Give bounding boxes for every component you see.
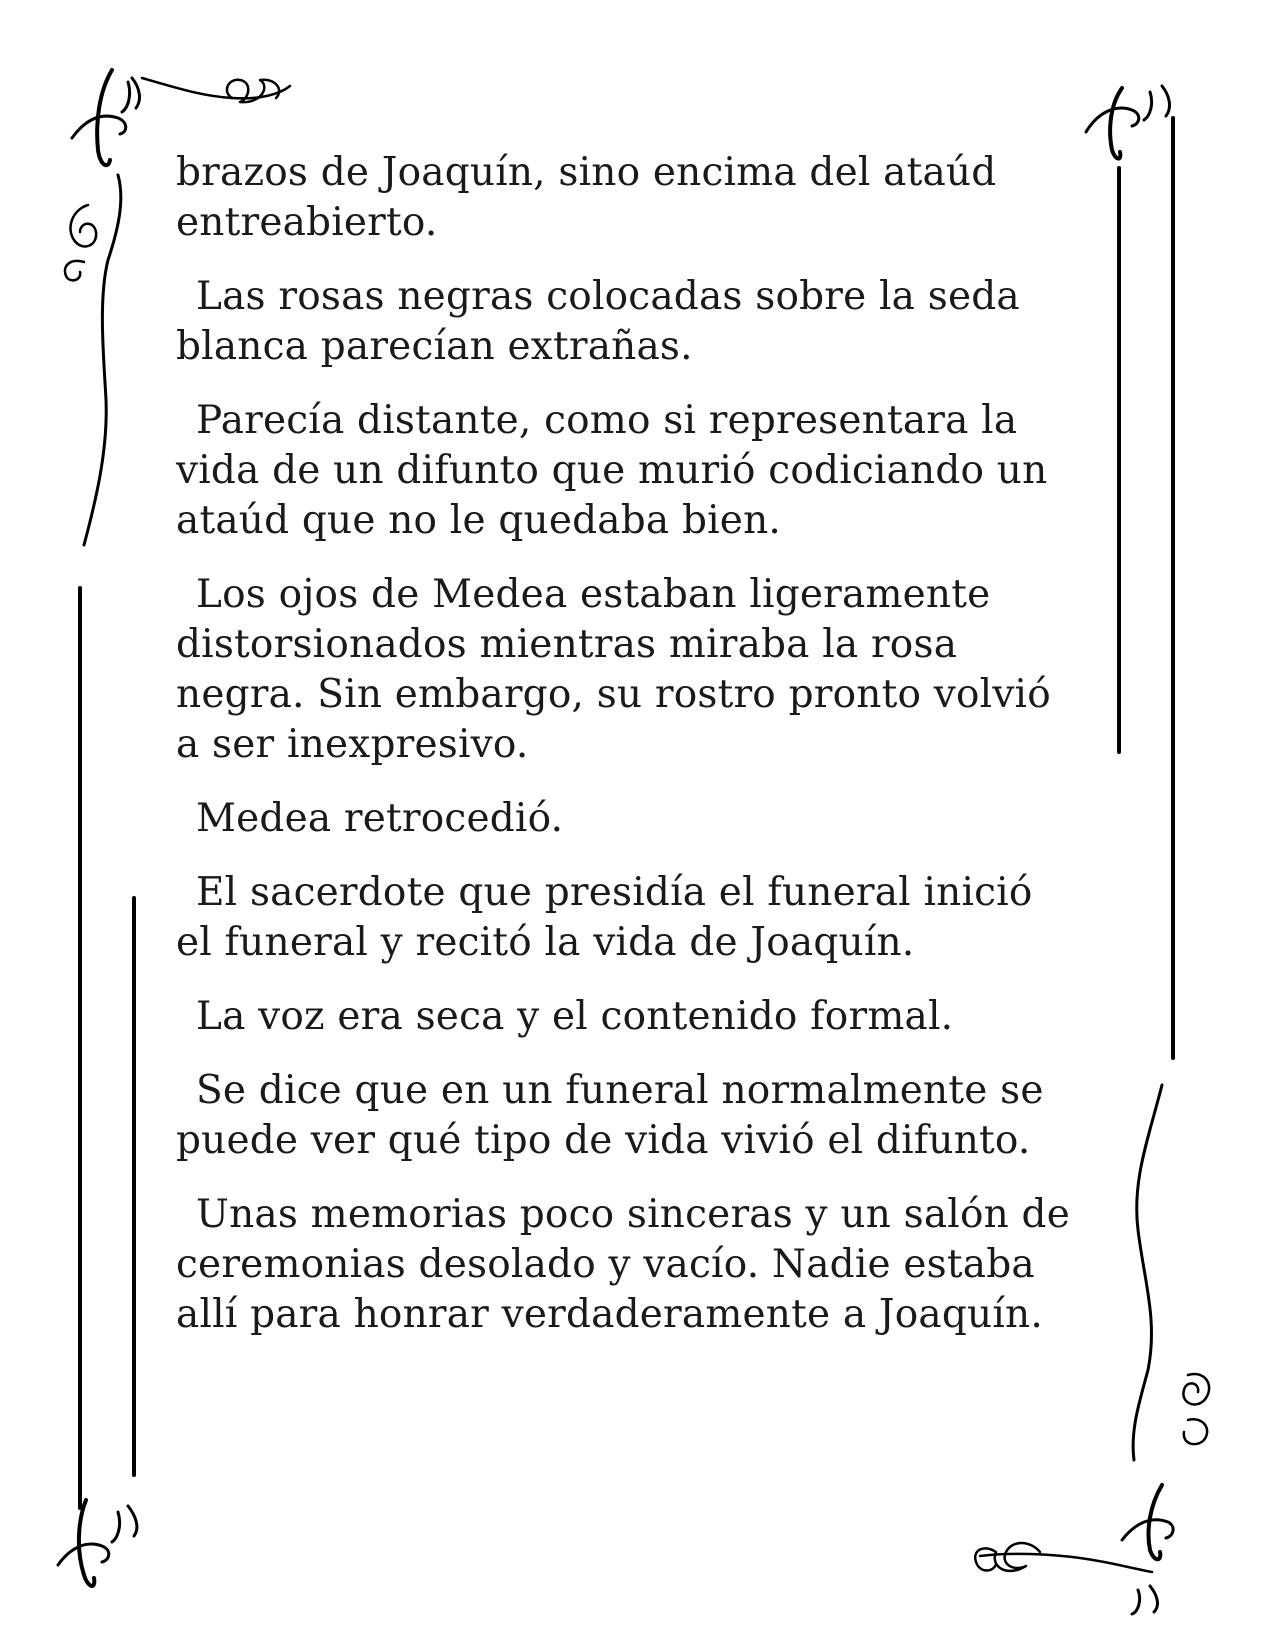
top-right-flourish xyxy=(1086,86,1169,159)
story-text xyxy=(176,148,1076,1364)
paragraph: Unas memorias poco sinceras y un salón de ceremonias desolado y vacío. Nadie estaba allí para honrar verdaderamente a Joaquín. xyxy=(176,1192,1070,1337)
paragraph: El sacerdote que presidía el funeral inició el funeral y recitó la vida de Joaquín. xyxy=(176,870,1033,965)
paragraph: brazos de Joaquín, sino encima del ataúd entreabierto. xyxy=(176,150,997,245)
paragraph: Los ojos de Medea estaban ligeramente distorsionados mientras miraba la rosa negra. Sin embargo, su rostro pronto volvió a ser inexpresivo. xyxy=(176,572,1051,767)
paragraph: Medea retrocedió. xyxy=(196,796,564,841)
paragraph: Las rosas negras colocadas sobre la seda blanca parecían extrañas. xyxy=(176,274,1020,369)
paragraph: Se dice que en un funeral normalmente se puede ver qué tipo de vida vivió el difunto. xyxy=(176,1068,1044,1163)
bottom-left-flourish xyxy=(58,1500,137,1586)
paragraph: Parecía distante, como si representara la vida de un difunto que murió codiciando un ataúd que no le quedaba bien. xyxy=(176,398,1048,543)
paragraph: La voz era seca y el contenido formal. xyxy=(196,994,954,1039)
